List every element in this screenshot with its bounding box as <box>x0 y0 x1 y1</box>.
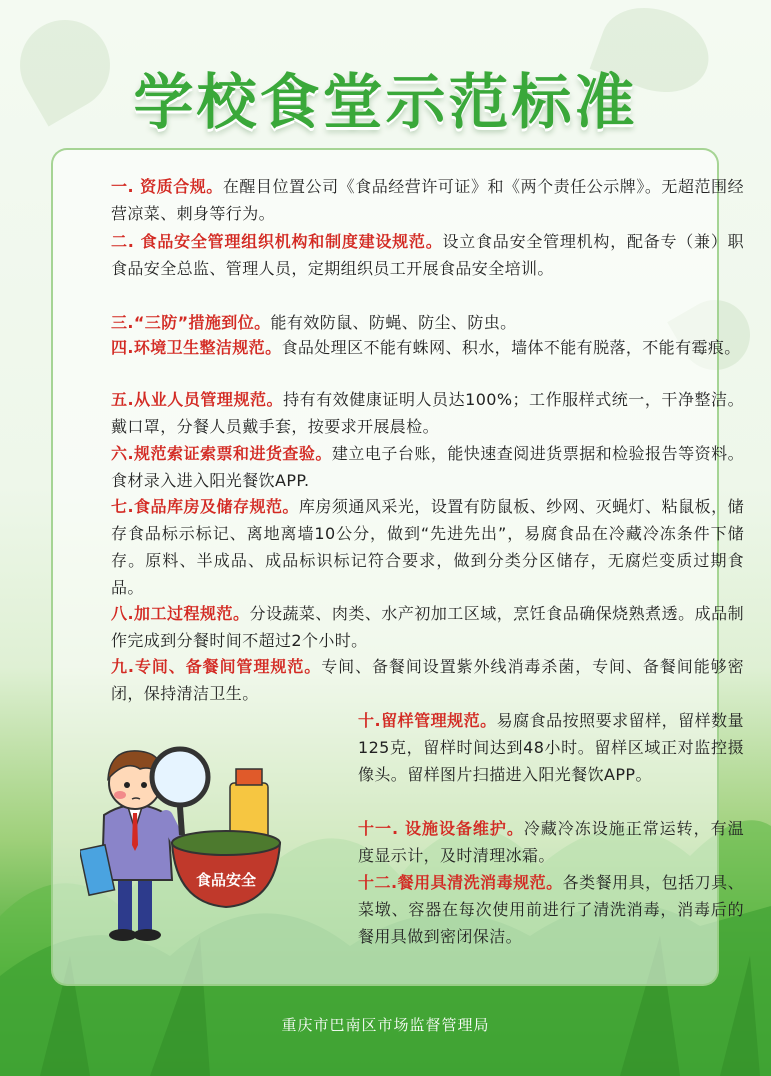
standard-item <box>358 707 744 788</box>
item-heading: 二. 食品安全管理组织机构和制度建设规范。 <box>111 232 443 251</box>
item-heading: 八.加工过程规范。 <box>111 604 250 623</box>
item-heading: 十二.餐用具清洗消毒规范。 <box>358 873 563 892</box>
standard-item <box>111 600 744 654</box>
standard-item <box>111 440 744 494</box>
bowl-label: 食品安全 <box>195 872 257 889</box>
item-text: 专间、备餐间设置紫外线消毒杀菌，专间、备餐间能够密闭，保持清洁卫生。 <box>111 657 744 703</box>
standard-item <box>111 228 744 282</box>
standard-item <box>111 309 744 336</box>
item-text: 分设蔬菜、肉类、水产初加工区域，烹饪食品确保烧熟煮透。成品制作完成到分餐时间不超过2个小时。 <box>111 604 744 650</box>
item-text: 食品处理区不能有蛛网、积水，墙体不能有脱落，不能有霉痕。 <box>281 338 741 357</box>
inspector-illustration <box>80 735 290 945</box>
item-heading: 十一. 设施设备维护。 <box>358 819 524 838</box>
standard-item <box>358 815 744 869</box>
item-text: 持有有效健康证明人员达100%；工作服样式统一，干净整洁。戴口罩，分餐人员戴手套，按要求开展晨检。 <box>111 390 744 436</box>
item-heading: 十.留样管理规范。 <box>358 711 497 730</box>
item-text: 建立电子台账，能快速查阅进货票据和检验报告等资料。食材录入进入阳光餐饮APP. <box>111 444 744 490</box>
standard-item <box>358 869 744 950</box>
standard-item <box>111 173 744 227</box>
item-text: 能有效防鼠、防蝇、防尘、防虫。 <box>270 313 517 332</box>
item-text: 库房须通风采光，设置有防鼠板、纱网、灭蝇灯、粘鼠板，储存食品标示标记、离地离墙10公分，做到“先进先出”，易腐食品在冷藏冷冻条件下储存。原料、半成品、成品标识标记符合要求，做到分类分区储存，无腐烂变质过期食品。 <box>111 497 744 597</box>
item-heading: 六.规范索证索票和进货查验。 <box>111 444 332 463</box>
standard-item <box>111 653 744 707</box>
item-heading: 七.食品库房及储存规范。 <box>111 497 299 516</box>
item-heading: 九.专间、备餐间管理规范。 <box>111 657 322 676</box>
footer-issuer: 重庆市巴南区市场监督管理局 <box>281 1016 490 1034</box>
poster-title: 学校食堂示范标准 <box>133 68 638 138</box>
standard-item <box>111 386 744 440</box>
item-text: 在醒目位置公司《食品经营许可证》和《两个责任公示牌》。无超范围经营凉菜、刺身等行为。 <box>111 177 744 223</box>
item-text: 冷藏冷冻设施正常运转，有温度显示计，及时清理冰霜。 <box>358 819 744 865</box>
item-heading: 五.从业人员管理规范。 <box>111 390 284 409</box>
item-text: 设立食品安全管理机构，配备专（兼）职食品安全总监、管理人员，定期组织员工开展食品安全培训。 <box>111 232 744 278</box>
item-text: 易腐食品按照要求留样，留样数量125克，留样时间达到48小时。留样区域正对监控摄像头。留样图片扫描进入阳光餐饮APP。 <box>358 711 744 784</box>
item-heading: 三.“三防”措施到位。 <box>111 313 271 332</box>
standard-item <box>111 334 744 361</box>
item-heading: 一. 资质合规。 <box>111 177 223 196</box>
item-heading: 四.环境卫生整洁规范。 <box>111 338 282 357</box>
item-text: 各类餐用具，包括刀具、菜墩、容器在每次使用前进行了清洗消毒，消毒后的餐用具做到密闭保洁。 <box>358 873 744 946</box>
standard-item <box>111 493 744 601</box>
